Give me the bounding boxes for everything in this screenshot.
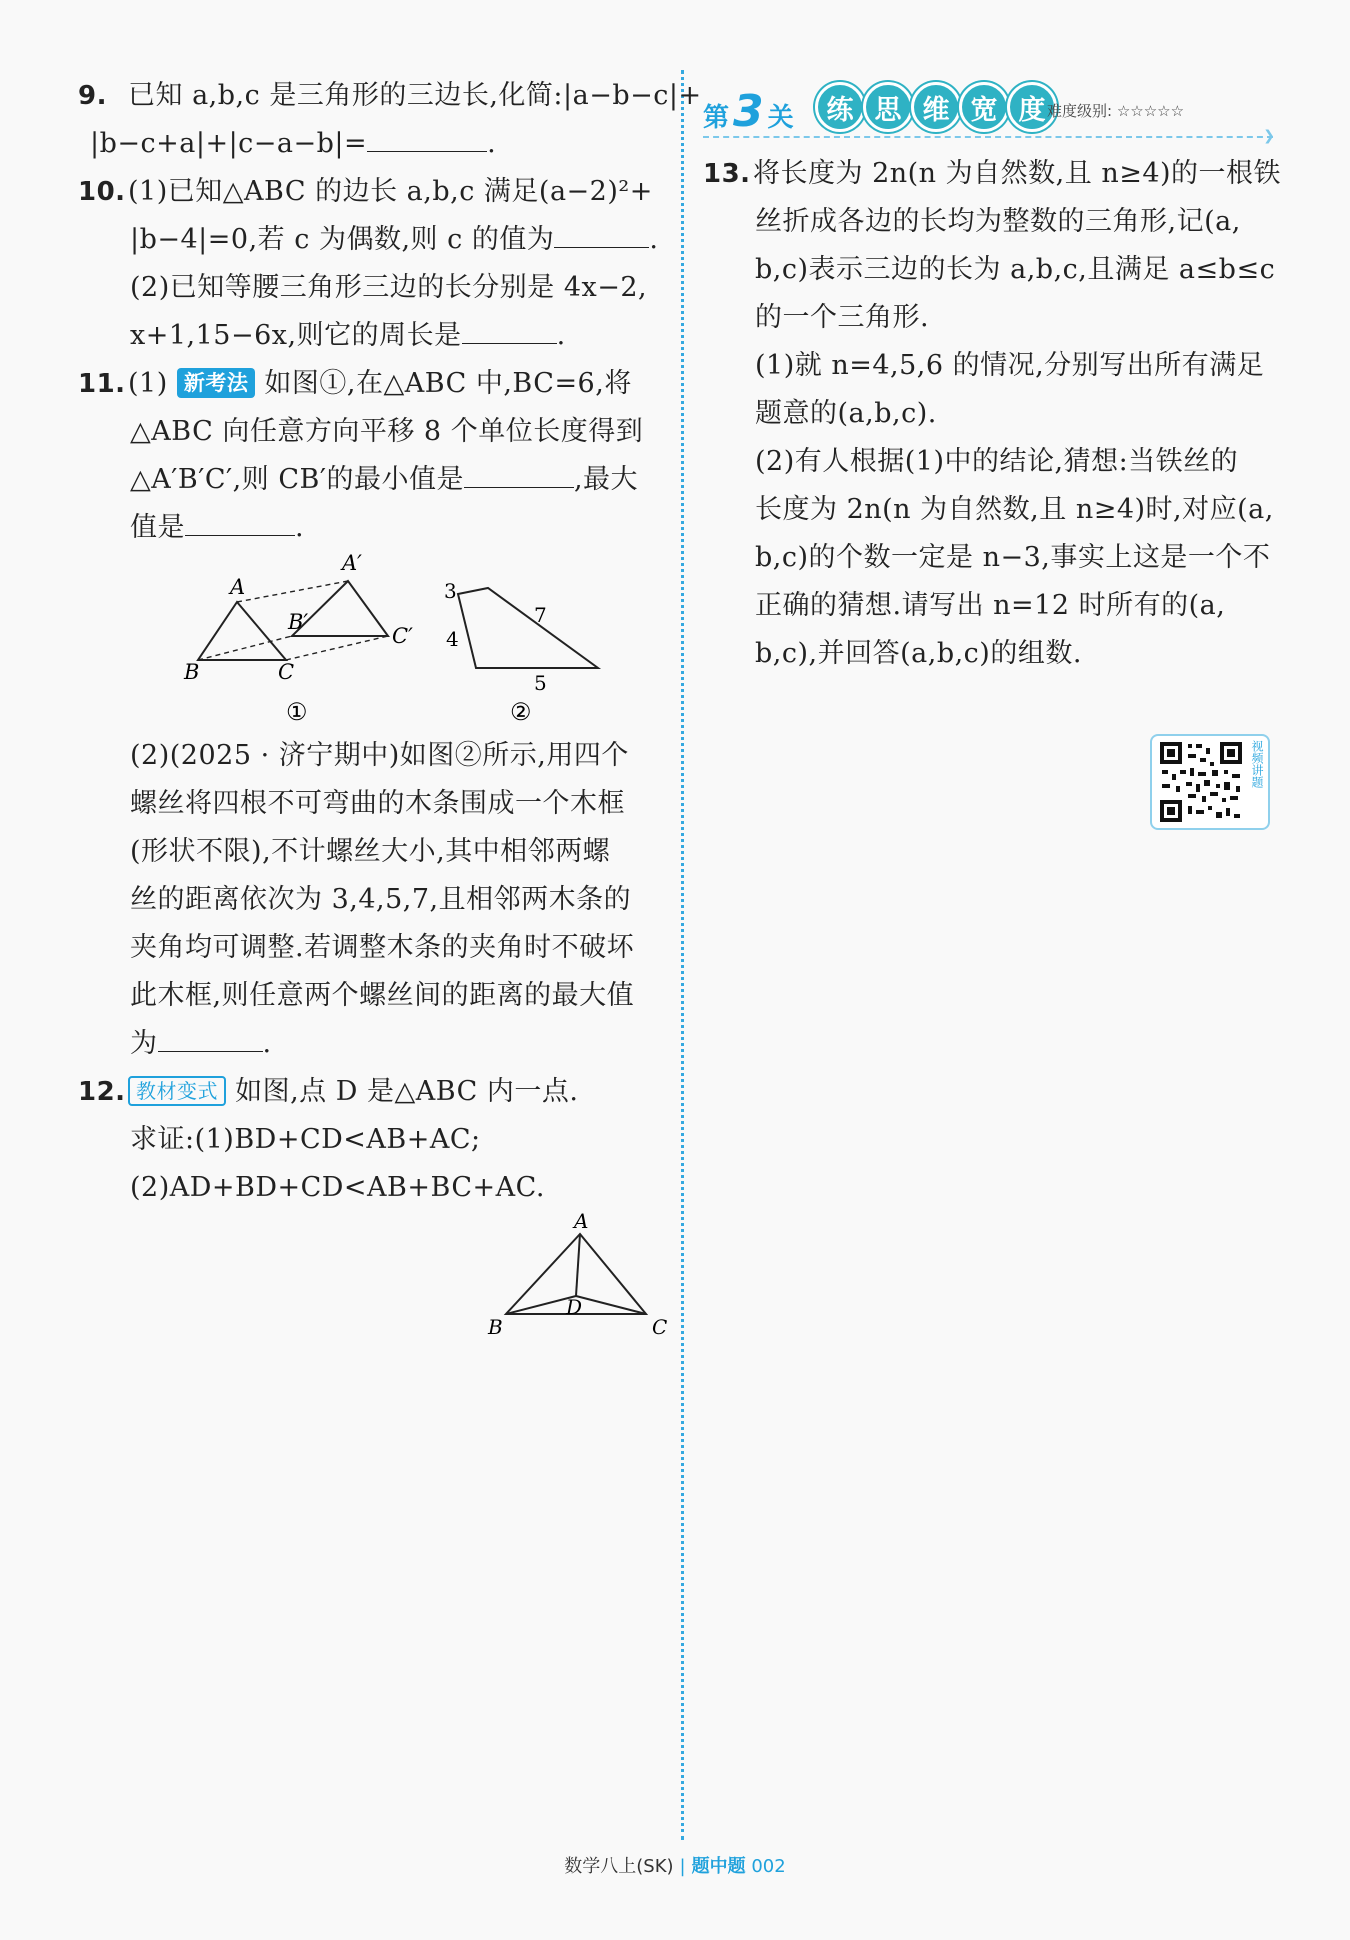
arrow-right-icon: ❯: [1263, 128, 1275, 144]
new-method-tag: 新考法: [177, 368, 256, 398]
right-column: [703, 150, 1285, 678]
footer-book-title: 题中题: [691, 1856, 746, 1877]
page-footer: [0, 1852, 1350, 1878]
answer-blank: [554, 223, 649, 248]
column-divider: [681, 70, 684, 1840]
figure-caption: ②: [510, 698, 532, 726]
video-explanation-qr[interactable]: [1150, 734, 1270, 830]
question-11: 11.(1) 新考法 如图①,在△ABC 中,BC=6,将 △ABC 向任意方向平移 8 个单位长度得到 △A′B′C′,则 CB′的最小值是 ,最大 值是 .: [78, 360, 668, 552]
vertex-label: A: [574, 1212, 589, 1233]
figure-1-translated-triangles: [180, 548, 420, 728]
answer-blank: [462, 319, 557, 344]
title-char: 宽: [959, 82, 1009, 132]
question-10: 10.(1)已知△ABC 的边长 a,b,c 满足(a−2)²+ |b−4|=0,若 c 为偶数,则 c 的值为 . (2)已知等腰三角形三边的长分别是 4x−2, x+1,15−6x,则它的周长是 .: [78, 168, 668, 360]
vertex-label: B: [488, 1315, 503, 1339]
figure-2-wooden-frame: [430, 570, 610, 730]
answer-blank: [367, 127, 487, 152]
page-number: 002: [751, 1856, 786, 1877]
footer-separator: |: [679, 1856, 686, 1877]
side-length: 7: [534, 603, 547, 627]
answer-blank: [464, 463, 574, 488]
vertex-label: A′: [342, 551, 362, 575]
section-header: [703, 82, 1283, 144]
question-number: 9.: [78, 81, 107, 111]
qr-code-icon: [1158, 740, 1244, 824]
question-number: 11.: [78, 369, 126, 399]
difficulty-rating: 难度级别: ☆☆☆☆☆: [1047, 102, 1185, 120]
level-label: 第3 关: [703, 86, 794, 137]
vertex-label: C: [652, 1315, 668, 1339]
question-number: 10.: [78, 177, 126, 207]
left-column-continued: (2)(2025 · 济宁期中)如图②所示,用四个 螺丝将四根不可弯曲的木条围成一个木框 (形状不限),不计螺丝大小,其中相邻两螺 丝的距离依次为 3,4,5,7,且相邻两木条的 夹角均可调整.若调整木条的夹角时不破坏 此木框,则任意两个螺丝间的距离的最大值 为 . 12. 教材变式 如图,点 D 是△ABC 内一点. 求证:(1)BD+CD<AB+AC; (2)AD+BD+CD<AB+BC+AC.: [78, 732, 668, 1212]
left-column: [78, 72, 702, 552]
vertex-label: B: [184, 660, 200, 684]
figure-caption: ①: [286, 698, 308, 726]
question-number: 12.: [78, 1077, 126, 1107]
question-12: 12. 教材变式 如图,点 D 是△ABC 内一点. 求证:(1)BD+CD<AB+AC; (2)AD+BD+CD<AB+BC+AC.: [78, 1068, 668, 1212]
qr-caption: 视频讲题: [1250, 740, 1264, 788]
vertex-label: B′: [288, 610, 309, 634]
figure-q12-triangle: [484, 1212, 674, 1342]
title-char: 度: [1007, 82, 1057, 132]
side-length: 5: [534, 671, 547, 695]
section-title: [815, 82, 1055, 132]
footer-subject: 数学八上(SK): [564, 1856, 674, 1877]
answer-blank: [158, 1027, 263, 1052]
vertex-label: D: [566, 1295, 583, 1319]
title-char: 维: [911, 82, 961, 132]
vertex-label: A: [230, 575, 246, 599]
side-length: 3: [444, 579, 457, 603]
question-9: 9. 已知 a,b,c 是三角形的三边长,化简:|a−b−c|+ |b−c+a|+|c−a−b|= .: [78, 72, 668, 168]
title-char: 练: [815, 82, 865, 132]
question-13: 13.将长度为 2n(n 为自然数,且 n≥4)的一根铁 丝折成各边的长均为整数的三角形,记(a, b,c)表示三边的长为 a,b,c,且满足 a≤b≤c 的一个三角形. (1)就 n=4,5,6 的情况,分别写出所有满足 题意的(a,b,c). (2)有人根据(1)中的结论,猜想:当铁丝的 长度为 2n(n 为自然数,且 n≥4)时,对应(a, b,c)的个数一定是 n−3,事实上这是一个不 正确的猜想.请写出 n=12 时所有的(a, b,c),并回答(a,b,c)的组数.: [703, 150, 1285, 678]
side-length: 4: [446, 627, 459, 651]
vertex-label: C: [278, 660, 295, 684]
textbook-variant-tag: 教材变式: [128, 1076, 226, 1106]
header-dashed-line: [703, 136, 1273, 138]
vertex-label: C′: [392, 624, 413, 648]
title-char: 思: [863, 82, 913, 132]
question-number: 13.: [703, 159, 751, 189]
answer-blank: [185, 511, 295, 536]
